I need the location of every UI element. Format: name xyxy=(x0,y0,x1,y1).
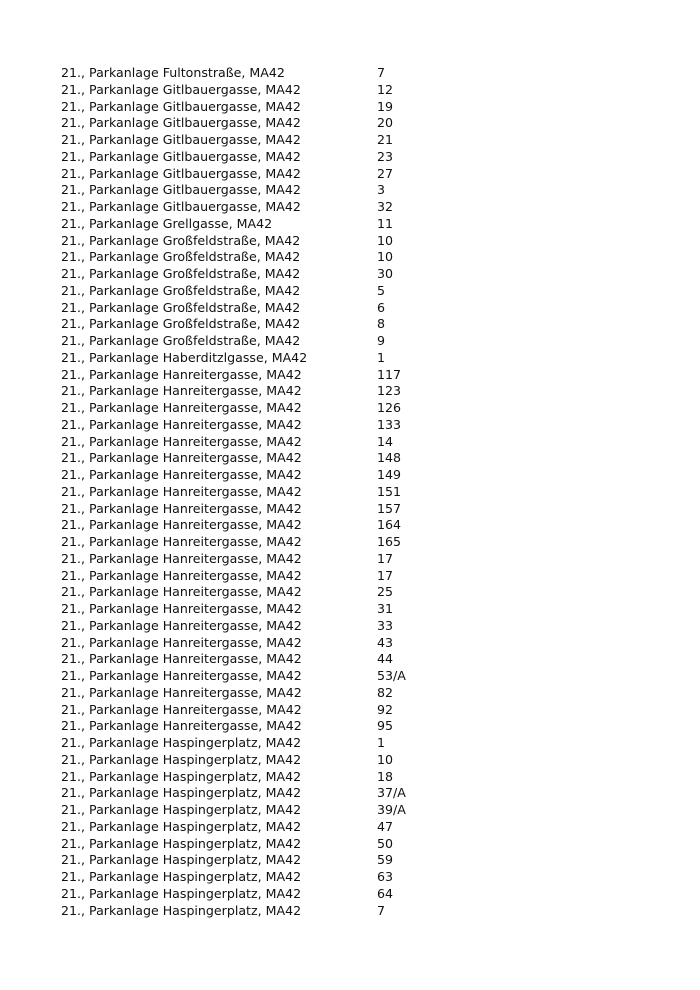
house-number: 1 xyxy=(377,349,386,365)
house-number: 64 xyxy=(377,885,394,901)
location-text: 21., Parkanlage Hanreitergasse, MA42 xyxy=(61,634,302,650)
location-text: 21., Parkanlage Großfeldstraße, MA42 xyxy=(61,282,301,298)
house-number: 148 xyxy=(377,450,402,466)
list-item xyxy=(61,115,621,132)
house-number: 6 xyxy=(377,299,386,315)
house-number: 47 xyxy=(377,818,394,834)
house-number: 18 xyxy=(377,768,394,784)
list-item xyxy=(61,517,621,534)
list-item xyxy=(61,216,621,233)
list-item xyxy=(61,199,621,216)
house-number: 17 xyxy=(377,550,394,566)
house-number: 44 xyxy=(377,651,394,667)
list-item xyxy=(61,869,621,886)
location-text: 21., Parkanlage Gitlbauergasse, MA42 xyxy=(61,199,301,214)
list-item xyxy=(61,182,621,199)
location-text: 21., Parkanlage Hanreitergasse, MA42 xyxy=(61,366,302,382)
house-number: 133 xyxy=(377,416,402,432)
house-number: 10 xyxy=(377,249,394,265)
house-number: 21 xyxy=(377,132,394,147)
location-text: 21., Parkanlage Haspingerplatz, MA42 xyxy=(61,735,302,750)
list-item xyxy=(61,132,621,149)
location-text: 21., Parkanlage Hanreitergasse, MA42 xyxy=(61,668,302,683)
house-number: 123 xyxy=(377,383,402,399)
house-number: 11 xyxy=(377,215,394,231)
house-number: 12 xyxy=(377,81,394,97)
location-text: 21., Parkanlage Haspingerplatz, MA42 xyxy=(61,885,302,901)
house-number: 10 xyxy=(377,751,394,767)
location-text: 21., Parkanlage Gitlbauergasse, MA42 xyxy=(61,182,301,198)
location-text: 21., Parkanlage Großfeldstraße, MA42 xyxy=(61,333,301,348)
list-item xyxy=(61,300,621,317)
house-number: 82 xyxy=(377,684,394,700)
location-text: 21., Parkanlage Gitlbauergasse, MA42 xyxy=(61,98,301,114)
list-item xyxy=(61,584,621,601)
list-item xyxy=(61,383,621,400)
location-text: 21., Parkanlage Hanreitergasse, MA42 xyxy=(61,567,302,583)
house-number: 33 xyxy=(377,617,394,633)
house-number: 95 xyxy=(377,718,394,734)
list-item xyxy=(61,785,621,802)
location-text: 21., Parkanlage Hanreitergasse, MA42 xyxy=(61,400,302,415)
list-item xyxy=(61,82,621,99)
location-text: 21., Parkanlage Haspingerplatz, MA42 xyxy=(61,902,302,918)
list-item xyxy=(61,417,621,434)
house-number: 5 xyxy=(377,282,386,298)
house-number: 149 xyxy=(377,467,402,482)
location-text: 21., Parkanlage Haspingerplatz, MA42 xyxy=(61,818,302,834)
location-text: 21., Parkanlage Gitlbauergasse, MA42 xyxy=(61,81,301,97)
location-text: 21., Parkanlage Hanreitergasse, MA42 xyxy=(61,517,302,533)
location-text: 21., Parkanlage Hanreitergasse, MA42 xyxy=(61,701,302,717)
list-item xyxy=(61,819,621,836)
location-text: 21., Parkanlage Hanreitergasse, MA42 xyxy=(61,383,302,399)
house-number: 92 xyxy=(377,701,394,717)
list-item xyxy=(61,735,621,752)
location-text: 21., Parkanlage Hanreitergasse, MA42 xyxy=(61,450,302,466)
house-number: 14 xyxy=(377,433,394,449)
location-text: 21., Parkanlage Hanreitergasse, MA42 xyxy=(61,584,302,600)
list-item xyxy=(61,249,621,266)
list-item xyxy=(61,333,621,350)
location-text: 21., Parkanlage Gitlbauergasse, MA42 xyxy=(61,115,301,131)
list-item xyxy=(61,618,621,635)
list-item xyxy=(61,685,621,702)
house-number: 10 xyxy=(377,232,394,248)
house-number: 37/A xyxy=(377,785,406,801)
list-item xyxy=(61,568,621,585)
list-item xyxy=(61,601,621,618)
list-item xyxy=(61,718,621,735)
house-number: 7 xyxy=(377,65,386,80)
location-text: 21., Parkanlage Hanreitergasse, MA42 xyxy=(61,601,302,616)
list-item xyxy=(61,836,621,853)
location-text: 21., Parkanlage Hanreitergasse, MA42 xyxy=(61,718,302,734)
list-item xyxy=(61,802,621,819)
list-item xyxy=(61,769,621,786)
location-text: 21., Parkanlage Hanreitergasse, MA42 xyxy=(61,534,302,549)
house-number: 20 xyxy=(377,115,394,131)
list-item xyxy=(61,450,621,467)
list-item xyxy=(61,350,621,367)
location-text: 21., Parkanlage Haspingerplatz, MA42 xyxy=(61,785,302,801)
location-text: 21., Parkanlage Hanreitergasse, MA42 xyxy=(61,617,302,633)
house-number: 63 xyxy=(377,869,394,884)
list-item xyxy=(61,635,621,652)
list-item xyxy=(61,149,621,166)
location-text: 21., Parkanlage Großfeldstraße, MA42 xyxy=(61,266,301,281)
list-item xyxy=(61,752,621,769)
list-item xyxy=(61,266,621,283)
house-number: 27 xyxy=(377,165,394,181)
location-text: 21., Parkanlage Großfeldstraße, MA42 xyxy=(61,249,301,265)
location-text: 21., Parkanlage Großfeldstraße, MA42 xyxy=(61,316,301,332)
list-item xyxy=(61,233,621,250)
house-number: 31 xyxy=(377,601,394,616)
list-item xyxy=(61,852,621,869)
list-item xyxy=(61,534,621,551)
list-item xyxy=(61,65,621,82)
location-text: 21., Parkanlage Gitlbauergasse, MA42 xyxy=(61,132,301,147)
list-item xyxy=(61,484,621,501)
house-number: 151 xyxy=(377,483,402,499)
location-text: 21., Parkanlage Fultonstraße, MA42 xyxy=(61,65,285,80)
house-number: 126 xyxy=(377,400,402,415)
house-number: 117 xyxy=(377,366,402,382)
list-item xyxy=(61,400,621,417)
list-item xyxy=(61,434,621,451)
location-text: 21., Parkanlage Gitlbauergasse, MA42 xyxy=(61,165,301,181)
house-number: 43 xyxy=(377,634,394,650)
house-number: 8 xyxy=(377,316,386,332)
house-number: 30 xyxy=(377,266,394,281)
list-item xyxy=(61,551,621,568)
location-text: 21., Parkanlage Hanreitergasse, MA42 xyxy=(61,550,302,566)
list-item xyxy=(61,668,621,685)
list-item xyxy=(61,651,621,668)
list-item xyxy=(61,702,621,719)
location-text: 21., Parkanlage Grellgasse, MA42 xyxy=(61,215,273,231)
house-number: 59 xyxy=(377,852,394,868)
location-text: 21., Parkanlage Hanreitergasse, MA42 xyxy=(61,416,302,432)
location-text: 21., Parkanlage Großfeldstraße, MA42 xyxy=(61,299,301,315)
house-number: 157 xyxy=(377,500,402,516)
location-text: 21., Parkanlage Großfeldstraße, MA42 xyxy=(61,232,301,248)
house-number: 7 xyxy=(377,902,386,918)
house-number: 165 xyxy=(377,534,402,549)
list-item xyxy=(61,99,621,116)
location-text: 21., Parkanlage Hanreitergasse, MA42 xyxy=(61,467,302,482)
house-number: 32 xyxy=(377,199,394,214)
location-text: 21., Parkanlage Hanreitergasse, MA42 xyxy=(61,483,302,499)
location-text: 21., Parkanlage Haspingerplatz, MA42 xyxy=(61,835,302,851)
house-number: 1 xyxy=(377,735,386,750)
house-number: 19 xyxy=(377,98,394,114)
location-text: 21., Parkanlage Haspingerplatz, MA42 xyxy=(61,852,302,868)
house-number: 3 xyxy=(377,182,386,198)
location-text: 21., Parkanlage Gitlbauergasse, MA42 xyxy=(61,148,301,164)
location-text: 21., Parkanlage Hanreitergasse, MA42 xyxy=(61,684,302,700)
house-number: 164 xyxy=(377,517,402,533)
list-item xyxy=(61,501,621,518)
location-text: 21., Parkanlage Haspingerplatz, MA42 xyxy=(61,751,302,767)
location-text: 21., Parkanlage Haberditzlgasse, MA42 xyxy=(61,349,308,365)
location-text: 21., Parkanlage Haspingerplatz, MA42 xyxy=(61,869,302,884)
location-text: 21., Parkanlage Hanreitergasse, MA42 xyxy=(61,433,302,449)
house-number: 9 xyxy=(377,333,386,348)
location-text: 21., Parkanlage Haspingerplatz, MA42 xyxy=(61,802,302,817)
house-number: 53/A xyxy=(377,668,406,683)
house-number: 17 xyxy=(377,567,394,583)
location-text: 21., Parkanlage Hanreitergasse, MA42 xyxy=(61,500,302,516)
location-text: 21., Parkanlage Haspingerplatz, MA42 xyxy=(61,768,302,784)
house-number: 23 xyxy=(377,148,394,164)
list-item xyxy=(61,316,621,333)
house-number: 39/A xyxy=(377,802,406,817)
location-text: 21., Parkanlage Hanreitergasse, MA42 xyxy=(61,651,302,667)
list-item xyxy=(61,903,621,920)
address-list xyxy=(61,65,621,919)
house-number: 25 xyxy=(377,584,394,600)
list-item xyxy=(61,166,621,183)
list-item xyxy=(61,467,621,484)
list-item xyxy=(61,367,621,384)
house-number: 50 xyxy=(377,835,394,851)
list-item xyxy=(61,886,621,903)
list-item xyxy=(61,283,621,300)
